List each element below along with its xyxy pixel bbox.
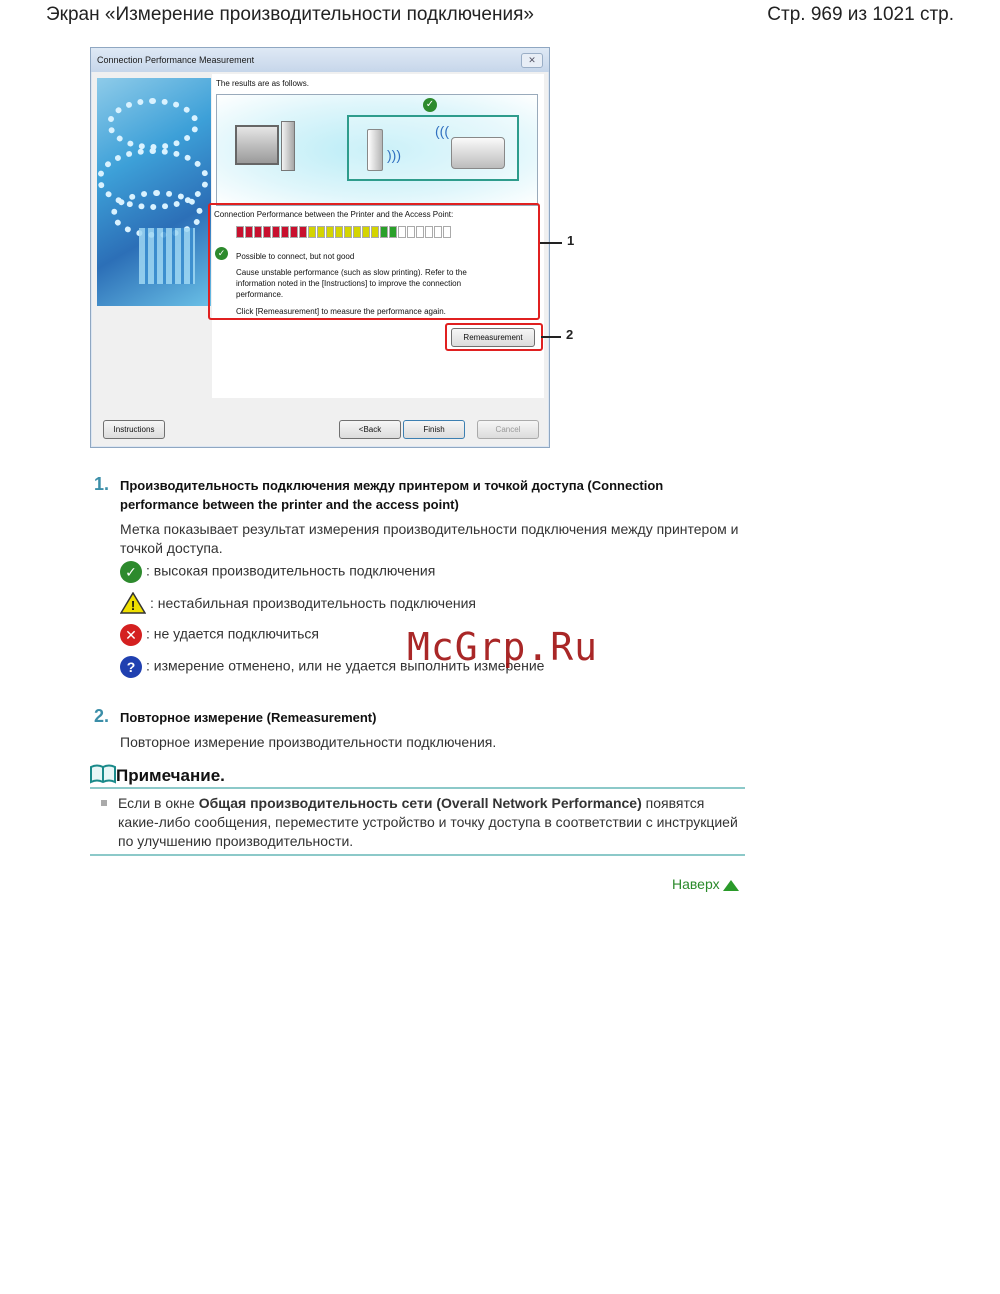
legend-text: : измерение отменено, или не удается выполнить измерение <box>146 657 545 674</box>
performance-title: Connection Performance between the Printer and the Access Point: <box>214 210 454 219</box>
computer-tower-icon <box>281 121 295 171</box>
divider <box>90 787 745 789</box>
close-icon[interactable]: ✕ <box>521 53 543 68</box>
note-text <box>118 794 738 851</box>
performance-bar-segment <box>317 226 325 238</box>
performance-bar-segment <box>254 226 262 238</box>
document-title: Экран «Измерение производительности подключения» <box>46 4 534 25</box>
note-text-bold: Общая производительность сети (Overall Network Performance) <box>198 795 642 811</box>
note-title: Примечание. <box>116 765 225 785</box>
divider <box>90 854 745 856</box>
bullet-icon <box>101 800 107 806</box>
page-counter: Стр. 969 из 1021 стр. <box>767 4 954 25</box>
item-title: Производительность подключения между принтером и точкой доступа (Connection performance between the printer and the access point) <box>120 478 664 512</box>
note-heading <box>90 764 225 789</box>
question-icon: ? <box>120 656 142 678</box>
performance-bar-segment <box>371 226 379 238</box>
results-text: The results are as follows. <box>216 79 309 88</box>
status-text: Possible to connect, but not good <box>236 252 355 261</box>
legend-row <box>120 561 435 587</box>
callout-line <box>540 242 562 244</box>
performance-bar-segment <box>362 226 370 238</box>
legend-text: : не удается подключиться <box>146 625 319 642</box>
wireless-icon: ((( <box>435 123 449 139</box>
performance-bar-segment <box>389 226 397 238</box>
legend-text: : высокая производительность подключения <box>146 562 436 579</box>
callout-number: 2 <box>566 327 574 342</box>
instructions-button[interactable]: Instructions <box>103 420 165 439</box>
performance-bar-segment <box>335 226 343 238</box>
performance-bar-segment <box>290 226 298 238</box>
item-description: Повторное измерение производительности подключения. <box>120 734 497 750</box>
ok-icon: ✓ <box>423 98 437 112</box>
legend-text: : нестабильная производительность подключения <box>150 595 477 612</box>
back-button[interactable]: <Back <box>339 420 401 439</box>
cause-text: Cause unstable performance (such as slow printing). Refer to the information noted in the [Instructions] to improve the connection performance. <box>236 268 467 299</box>
performance-bar-segment <box>236 226 244 238</box>
performance-bar-segment <box>380 226 388 238</box>
computer-icon <box>235 125 279 165</box>
performance-bar-segment <box>434 226 442 238</box>
performance-bar-segment <box>344 226 352 238</box>
performance-bar-segment <box>326 226 334 238</box>
performance-bar-segment <box>272 226 280 238</box>
note-text-part: Если в окне <box>118 795 199 811</box>
dialog-side-artwork <box>97 78 211 306</box>
legend-row <box>120 624 319 650</box>
item-number: 1. <box>94 474 110 494</box>
ok-icon: ✓ <box>215 247 228 260</box>
click-text: Click [Remeasurement] to measure the performance again. <box>236 307 446 316</box>
legend-row <box>120 592 476 618</box>
performance-bar-segment <box>416 226 424 238</box>
note-text-part: появятся какие-либо сообщения, переместите устройство и точку доступа в соответствии с инструкцией по улучшению производительности. <box>118 795 738 849</box>
performance-bar-segment <box>281 226 289 238</box>
performance-bar-segment <box>299 226 307 238</box>
up-arrow-icon <box>723 880 739 891</box>
wireless-icon: ))) <box>387 147 401 163</box>
callout-number: 1 <box>567 233 575 248</box>
warning-icon <box>120 592 146 617</box>
item-description: Метка показывает результат измерения производительности подключения между принтером и точкой доступа. <box>120 521 739 556</box>
access-point-icon <box>367 129 383 171</box>
remeasurement-button[interactable]: Remeasurement <box>451 328 535 347</box>
callout-line <box>541 336 561 338</box>
item-number: 2. <box>94 706 110 726</box>
printer-access-point-group <box>347 115 519 181</box>
watermark: McGrp.Ru <box>407 625 599 669</box>
item-title: Повторное измерение (Remeasurement) <box>120 710 377 725</box>
performance-bar-segment <box>407 226 415 238</box>
performance-bar-segment <box>353 226 361 238</box>
back-to-top-label: Наверх <box>672 876 720 892</box>
book-icon <box>90 764 116 789</box>
error-icon: ✕ <box>120 624 142 646</box>
printer-icon <box>451 137 505 169</box>
back-to-top-link[interactable] <box>672 876 739 892</box>
performance-bar-segment <box>398 226 406 238</box>
svg-text:!: ! <box>130 598 136 613</box>
performance-bar-segment <box>263 226 271 238</box>
connection-illustration <box>216 94 538 206</box>
finish-button[interactable]: Finish <box>403 420 465 439</box>
ok-icon: ✓ <box>120 561 142 583</box>
performance-bar-segment <box>308 226 316 238</box>
performance-bar <box>236 226 451 238</box>
performance-bar-segment <box>443 226 451 238</box>
performance-bar-segment <box>245 226 253 238</box>
dialog-title: Connection Performance Measurement <box>91 48 549 72</box>
performance-bar-segment <box>425 226 433 238</box>
cancel-button[interactable]: Cancel <box>477 420 539 439</box>
